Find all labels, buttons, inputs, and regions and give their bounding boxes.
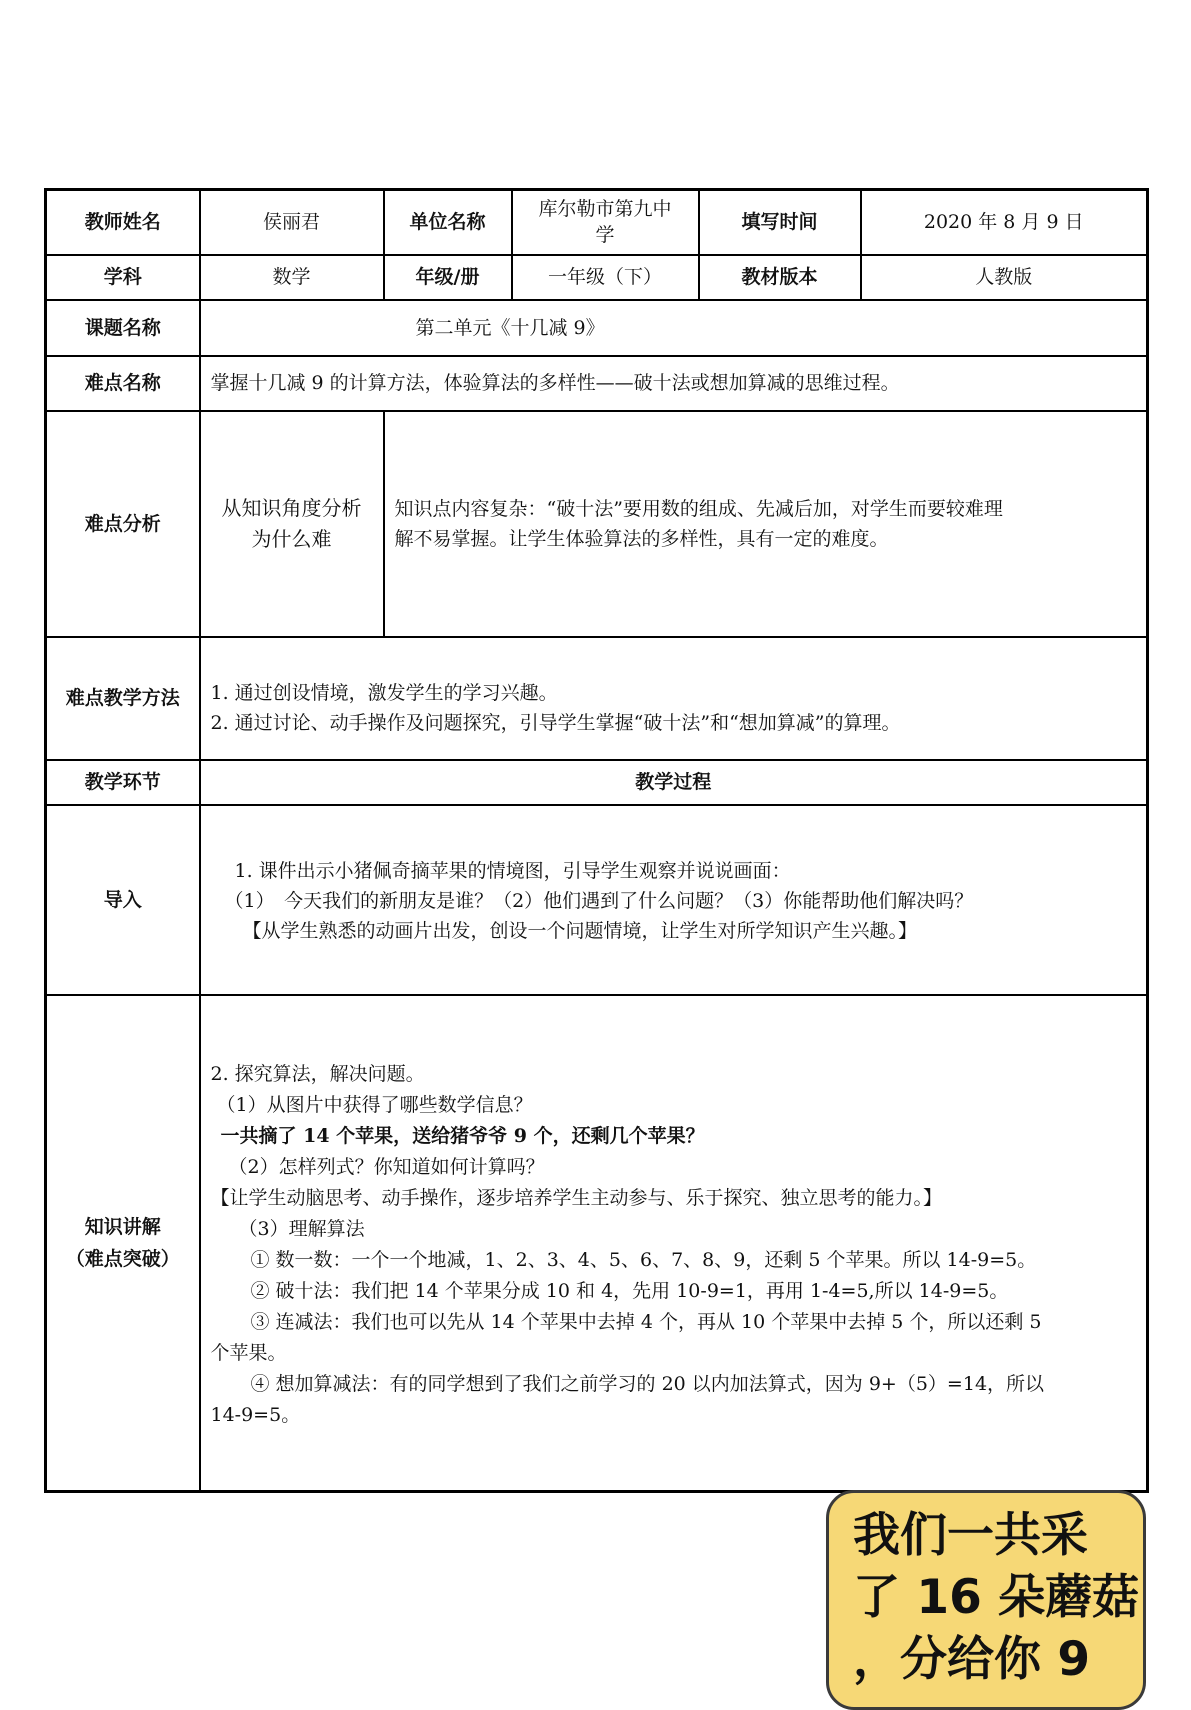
process-stage-label: 教学环节 bbox=[46, 760, 200, 805]
topic-value: 第二单元《十几减 9》 bbox=[200, 300, 1148, 356]
method-text: 1. 通过创设情境，激发学生的学习兴趣。 2. 通过讨论、动手操作及问题探究，引导学生掌握“破十法”和“想加算减”的算理。 bbox=[200, 637, 1148, 760]
fill-date-value: 2020 年 8 月 9 日 bbox=[861, 190, 1148, 255]
analysis-text: 知识点内容复杂：“破十法”要用数的组成、先减后加，对学生而要较难理 解不易掌握。让学生体验算法的多样性，具有一定的难度。 bbox=[384, 411, 1148, 637]
subject-label: 学科 bbox=[46, 255, 200, 300]
grade-label: 年级/册 bbox=[384, 255, 512, 300]
difficulty-label: 难点名称 bbox=[46, 356, 200, 411]
topic-row bbox=[46, 300, 1148, 356]
topic-label: 课题名称 bbox=[46, 300, 200, 356]
analysis-row bbox=[46, 411, 1148, 637]
process-title: 教学过程 bbox=[200, 760, 1148, 805]
intro-text: 1. 课件出示小猪佩奇摘苹果的情境图，引导学生观察并说说画面： （1） 今天我们的新朋友是谁？（2）他们遇到了什么问题？（3）你能帮助他们解决吗？ 【从学生熟悉的动画片出发，创设一个问题情境，让学生对所学知识产生兴趣。】 bbox=[200, 805, 1148, 995]
edition-value: 人教版 bbox=[861, 255, 1148, 300]
edition-label: 教材版本 bbox=[699, 255, 861, 300]
intro-label: 导入 bbox=[46, 805, 200, 995]
method-row bbox=[46, 637, 1148, 760]
intro-row bbox=[46, 805, 1148, 995]
difficulty-value: 掌握十几减 9 的计算方法，体验算法的多样性——破十法或想加算减的思维过程。 bbox=[200, 356, 1148, 411]
fill-date-label: 填写时间 bbox=[699, 190, 861, 255]
analysis-label: 难点分析 bbox=[46, 411, 200, 637]
subject-value: 数学 bbox=[200, 255, 384, 300]
grade-value: 一年级（下） bbox=[512, 255, 699, 300]
analysis-sub-label: 从知识角度分析 为什么难 bbox=[200, 411, 384, 637]
unit-name-value: 库尔勒市第九中 学 bbox=[512, 190, 699, 255]
header-row-2 bbox=[46, 255, 1148, 300]
method-label: 难点教学方法 bbox=[46, 637, 200, 760]
teacher-name-value: 侯丽君 bbox=[200, 190, 384, 255]
knowledge-label: 知识讲解 （难点突破） bbox=[46, 995, 200, 1492]
process-header-row bbox=[46, 760, 1148, 805]
knowledge-text: 2. 探究算法，解决问题。 （1）从图片中获得了哪些数学信息？ 一共摘了 14 个苹果，送给猪爷爷 9 个，还剩几个苹果？ （2）怎样列式？你知道如何计算吗？ 【让学生动脑思考、动手操作，逐步培养学生主动参与、乐于探究、独立思考的能力。】 （3）理解算法 ① 数一数：一个一个地减，1、2、3、4、5、6、7、8、9，还剩 5 个苹果。所以 14-9=5。 ② 破十法：我们把 14 个苹果分成 10 和 4，先用 10-9=1，再用 1-4=5,所以 14-9=5。 ③ 连减法：我们也可以先从 14 个苹果中去掉 4 个，再从 10 个苹果中去掉 5 个，所以还剩 5 个苹果。 ④ 想加算减法：有的同学想到了我们之前学习的 20 以内加法算式，因为 9+（5）=14，所以 14-9=5。 bbox=[200, 995, 1148, 1492]
knowledge-row bbox=[46, 995, 1148, 1492]
unit-name-label: 单位名称 bbox=[384, 190, 512, 255]
difficulty-row bbox=[46, 356, 1148, 411]
speech-bubble: 我们一共采 了 16 朵蘑菇 ，分给你 9 bbox=[826, 1490, 1146, 1710]
header-row-1 bbox=[46, 190, 1148, 255]
lesson-plan-table bbox=[44, 188, 1149, 1493]
teacher-name-label: 教师姓名 bbox=[46, 190, 200, 255]
